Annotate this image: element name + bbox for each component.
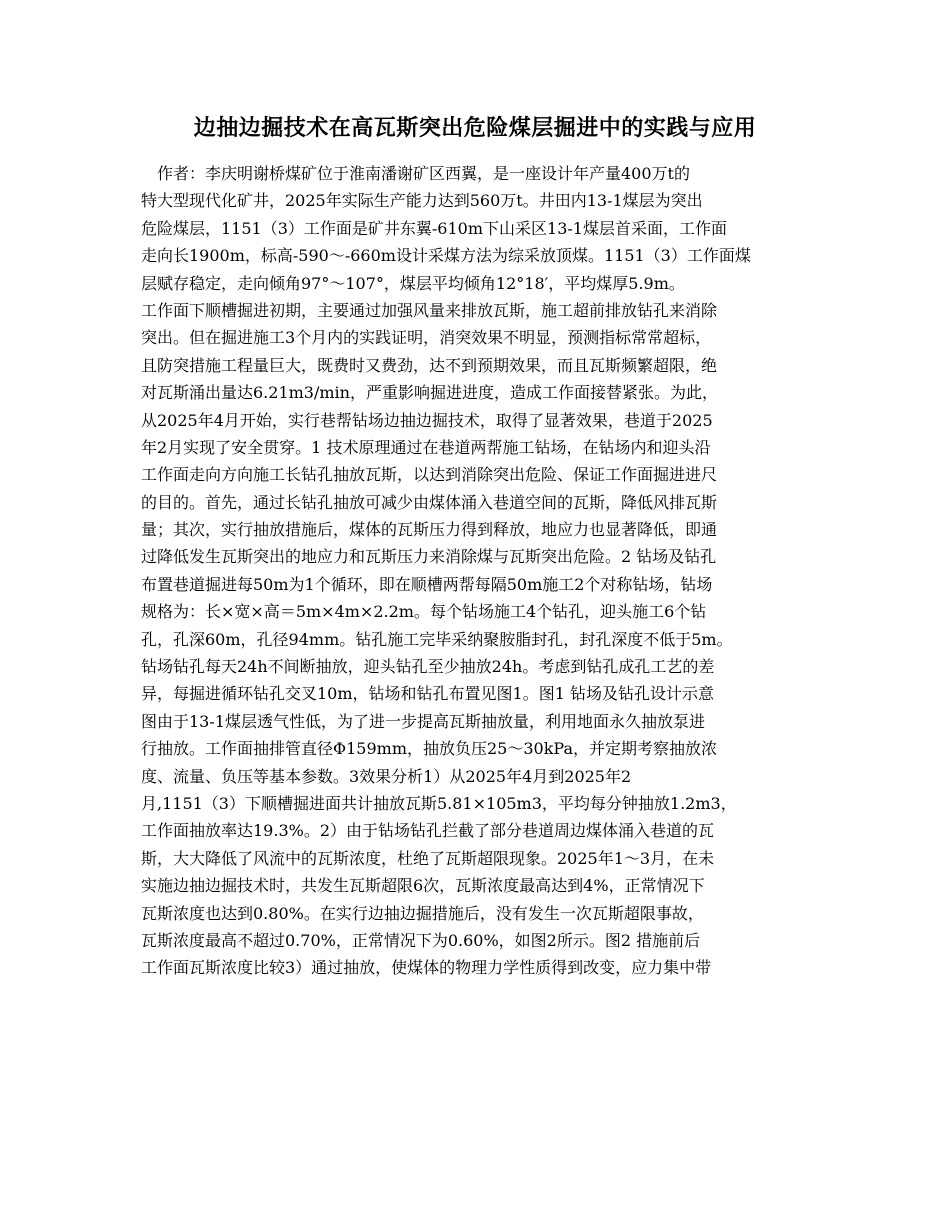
body-text-line: 孔，孔深60m，孔径94mm。钻孔施工完毕采纳聚胺脂封孔，封孔深度不低于5m。 — [141, 629, 733, 649]
body-text-line: 对瓦斯涌出量达6.21m3/min，严重影响掘进进度，造成工作面接替紧张。为此， — [141, 383, 718, 403]
body-text-line: 度、流量、负压等基本参数。3效果分析1）从2025年4月到2025年2 — [141, 766, 632, 786]
body-text-line: 量；其次，实行抽放措施后，煤体的瓦斯压力得到释放，地应力也显著降低，即通 — [141, 520, 718, 540]
body-text-line: 的目的。首先，通过长钻孔抽放可减少由煤体涌入巷道空间的瓦斯，降低风排瓦斯 — [141, 492, 718, 512]
body-text-line: 工作面下顺槽掘进初期，主要通过加强风量来排放瓦斯，施工超前排放钻孔来消除 — [141, 300, 718, 320]
body-text-line: 危险煤层，1151（3）工作面是矿井东翼-610m下山采区13-1煤层首采面，工作面 — [141, 218, 727, 238]
body-text-line: 工作面走向方向施工长钻孔抽放瓦斯，以达到消除突出危险、保证工作面掘进进尺 — [141, 465, 718, 485]
body-text-line: 特大型现代化矿井，2025年实际生产能力达到560万t。井田内13-1煤层为突出 — [141, 191, 703, 211]
document-title: 边抽边掘技术在高瓦斯突出危险煤层掘进中的实践与应用 — [193, 116, 757, 141]
body-text-line: 年2月实现了安全贯穿。1 技术原理通过在巷道两帮施工钻场，在钻场内和迎头沿 — [141, 437, 711, 457]
body-text-line: 作者：李庆明谢桥煤矿位于淮南潘谢矿区西翼，是一座设计年产量400万t的 — [141, 164, 690, 183]
document-body — [141, 160, 821, 982]
body-text-line: 从2025年4月开始，实行巷帮钻场边抽边掘技术，取得了显著效果，巷道于2025 — [141, 410, 713, 430]
body-text-line: 过降低发生瓦斯突出的地应力和瓦斯压力来消除煤与瓦斯突出危险。2 钻场及钻孔 — [141, 547, 717, 567]
body-text-line: 实施边抽边掘技术时，共发生瓦斯超限6次，瓦斯浓度最高达到4%，正常情况下 — [141, 876, 705, 896]
body-text-line: 工作面抽放率达19.3%。2）由于钻场钻孔拦截了部分巷道周边煤体涌入巷道的瓦 — [141, 821, 715, 841]
body-text-line: 瓦斯浓度也达到0.80%。在实行边抽边掘措施后，没有发生一次瓦斯超限事故， — [141, 903, 704, 923]
body-text-line: 行抽放。工作面抽排管直径Φ159mm，抽放负压25～30kPa，并定期考察抽放浓 — [141, 739, 718, 759]
body-text-line: 规格为：长×宽×高＝5m×4m×2.2m。每个钻场施工4个钻孔，迎头施工6个钻 — [141, 602, 707, 622]
body-text-line: 斯，大大降低了风流中的瓦斯浓度，杜绝了瓦斯超限现象。2025年1～3月，在未 — [141, 848, 715, 868]
body-text-line: 月,1151（3）下顺槽掘进面共计抽放瓦斯5.81×105m3，平均每分钟抽放1.2m3， — [141, 793, 737, 813]
body-text-line: 钻场钻孔每天24h不间断抽放，迎头钻孔至少抽放24h。考虑到钻孔成孔工艺的差 — [141, 657, 715, 677]
body-text-line: 层赋存稳定，走向倾角97°～107°，煤层平均倾角12°18′，平均煤厚5.9m。 — [141, 273, 685, 293]
body-text-line: 瓦斯浓度最高不超过0.70%，正常情况下为0.60%，如图2所示。图2 措施前后 — [141, 930, 701, 950]
body-text-line: 且防突措施工程量巨大，既费时又费劲，达不到预期效果，而且瓦斯频繁超限，绝 — [141, 355, 718, 375]
body-text-line: 工作面瓦斯浓度比较3）通过抽放，使煤体的物理力学性质得到改变，应力集中带 — [141, 958, 712, 978]
body-text-line: 图由于13-1煤层透气性低，为了进一步提高瓦斯抽放量，利用地面永久抽放泵进 — [141, 711, 705, 731]
body-text-line: 走向长1900m，标高-590～-660m设计采煤方法为综采放顶煤。1151（3）工作面煤 — [141, 246, 751, 266]
body-text-line: 布置巷道掘进每50m为1个循环，即在顺槽两帮每隔50m施工2个对称钻场，钻场 — [141, 574, 713, 594]
body-text-line: 异，每掘进循环钻孔交叉10m，钻场和钻孔布置见图1。图1 钻场及钻孔设计示意 — [141, 684, 714, 704]
body-text-line: 突出。但在掘进施工3个月内的实践证明，消突效果不明显，预测指标常常超标， — [141, 328, 712, 348]
